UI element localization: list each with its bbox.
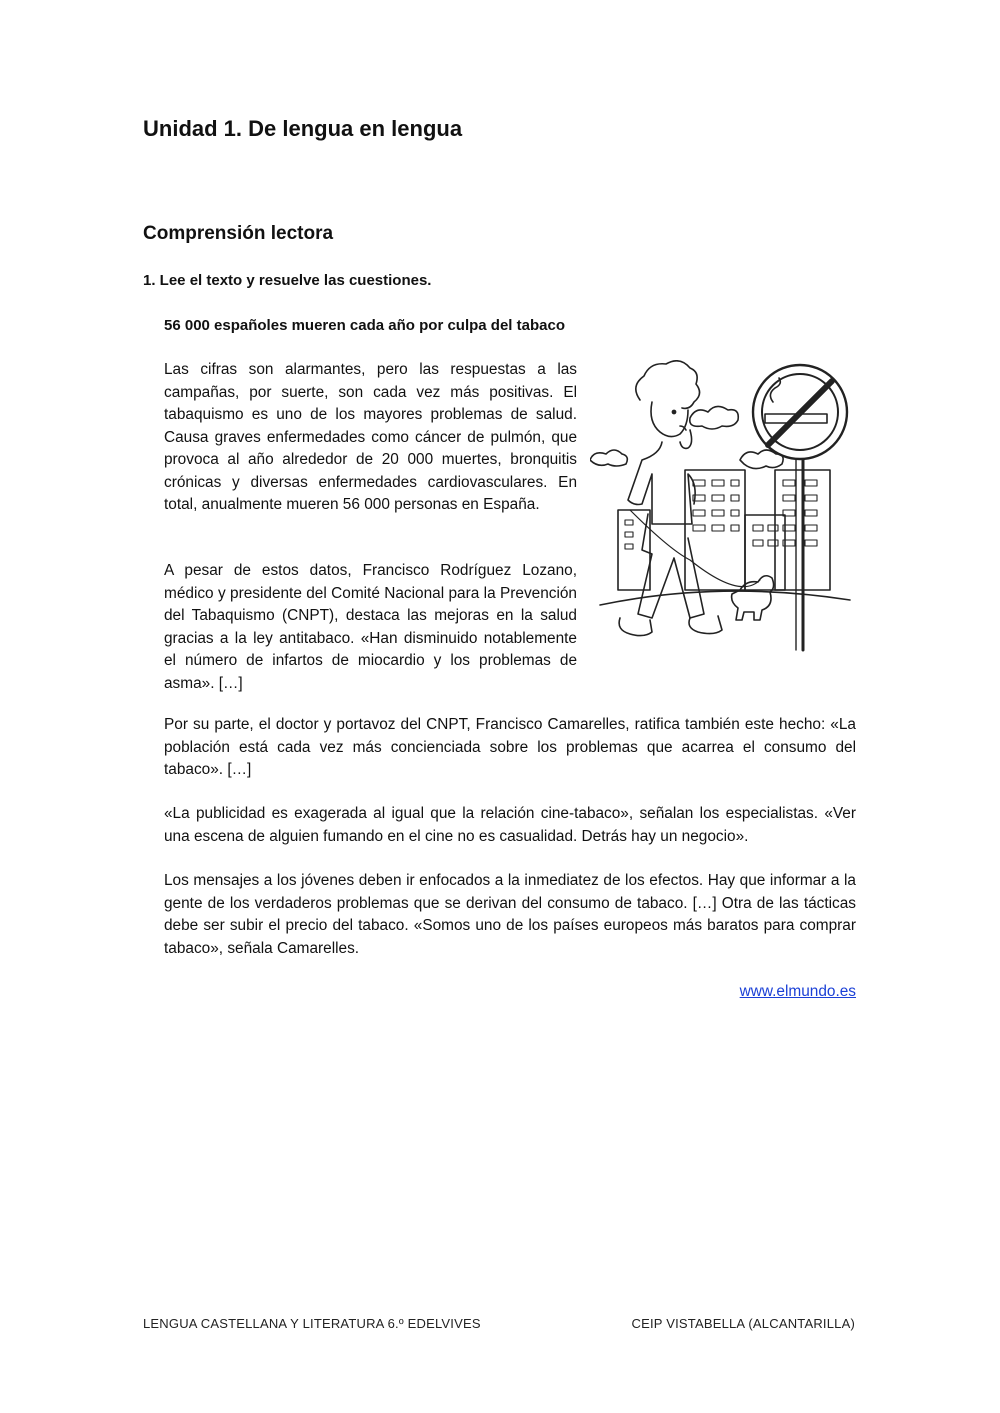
article-paragraph-1: Las cifras son alarmantes, pero las respuestas a las campañas, por suerte, son cada vez más positivas. El tabaquismo es uno de los mayores problemas de salud. Causa graves enfermedades como cáncer de pulmón, que provoca al año alrededor de 20 000 muertes, bronquitis crónicas y diversas enfermedades cardiovasculares. En total, anualmente mueren 56 000 personas en España. <box>164 361 577 513</box>
footer-left: LENGUA CASTELLANA Y LITERATURA 6.º EDELVIVES <box>143 1316 481 1331</box>
section-title: Comprensión lectora <box>143 223 334 244</box>
dog <box>732 576 774 620</box>
footer-right: CEIP VISTABELLA (ALCANTARILLA) <box>631 1316 855 1331</box>
article-paragraph-5: Los mensajes a los jóvenes deben ir enfocados a la inmediatez de los efectos. Hay que informar a la gente de los verdaderos problemas que se derivan del consumo de tabaco. […] Otra de las tácticas debe ser subir el precio del tabaco. «Somos uno de los países europeos más baratos para comprar tabaco», señala Camarelles. <box>164 872 856 957</box>
shoe-right <box>689 616 722 634</box>
shoe-left <box>619 618 652 636</box>
unit-title: Unidad 1. De lengua en lengua <box>143 116 463 141</box>
boy-face <box>651 402 688 437</box>
exercise-instruction: 1. Lee el texto y resuelve las cuestiones. <box>143 272 432 289</box>
source-link[interactable]: www.elmundo.es <box>739 983 856 1000</box>
article-paragraph-3: Por su parte, el doctor y portavoz del CNPT, Francisco Camarelles, ratifica también este hecho: «La población está cada vez más concienciada sobre los problemas que acarrea el consumo del tabaco». […] <box>164 716 856 778</box>
cloud-shape <box>690 406 739 429</box>
article-title: 56 000 españoles mueren cada año por culpa del tabaco <box>164 317 565 334</box>
boy-walking-dog-illustration <box>590 360 860 665</box>
ground-line <box>600 591 850 605</box>
boy-hair <box>636 361 700 409</box>
article-paragraph-4: «La publicidad es exagerada al igual que la relación cine-tabaco», señalan los especialistas. «Ver una escena de alguien fumando en el cine no es casualidad. Detrás hay un negocio». <box>164 805 856 845</box>
boy-legs <box>638 514 704 618</box>
cloud-shape <box>590 450 627 466</box>
building-shape <box>745 515 785 590</box>
building-shape <box>618 510 650 590</box>
article-paragraph-2: A pesar de estos datos, Francisco Rodríguez Lozano, médico y presidente del Comité Nacional para la Prevención del Tabaquismo (CNPT), destaca las mejoras en la salud gracias a la ley antitabaco. «Han disminuido notablemente el número de infartos de miocardio y los problemas de asma». […] <box>164 562 577 692</box>
